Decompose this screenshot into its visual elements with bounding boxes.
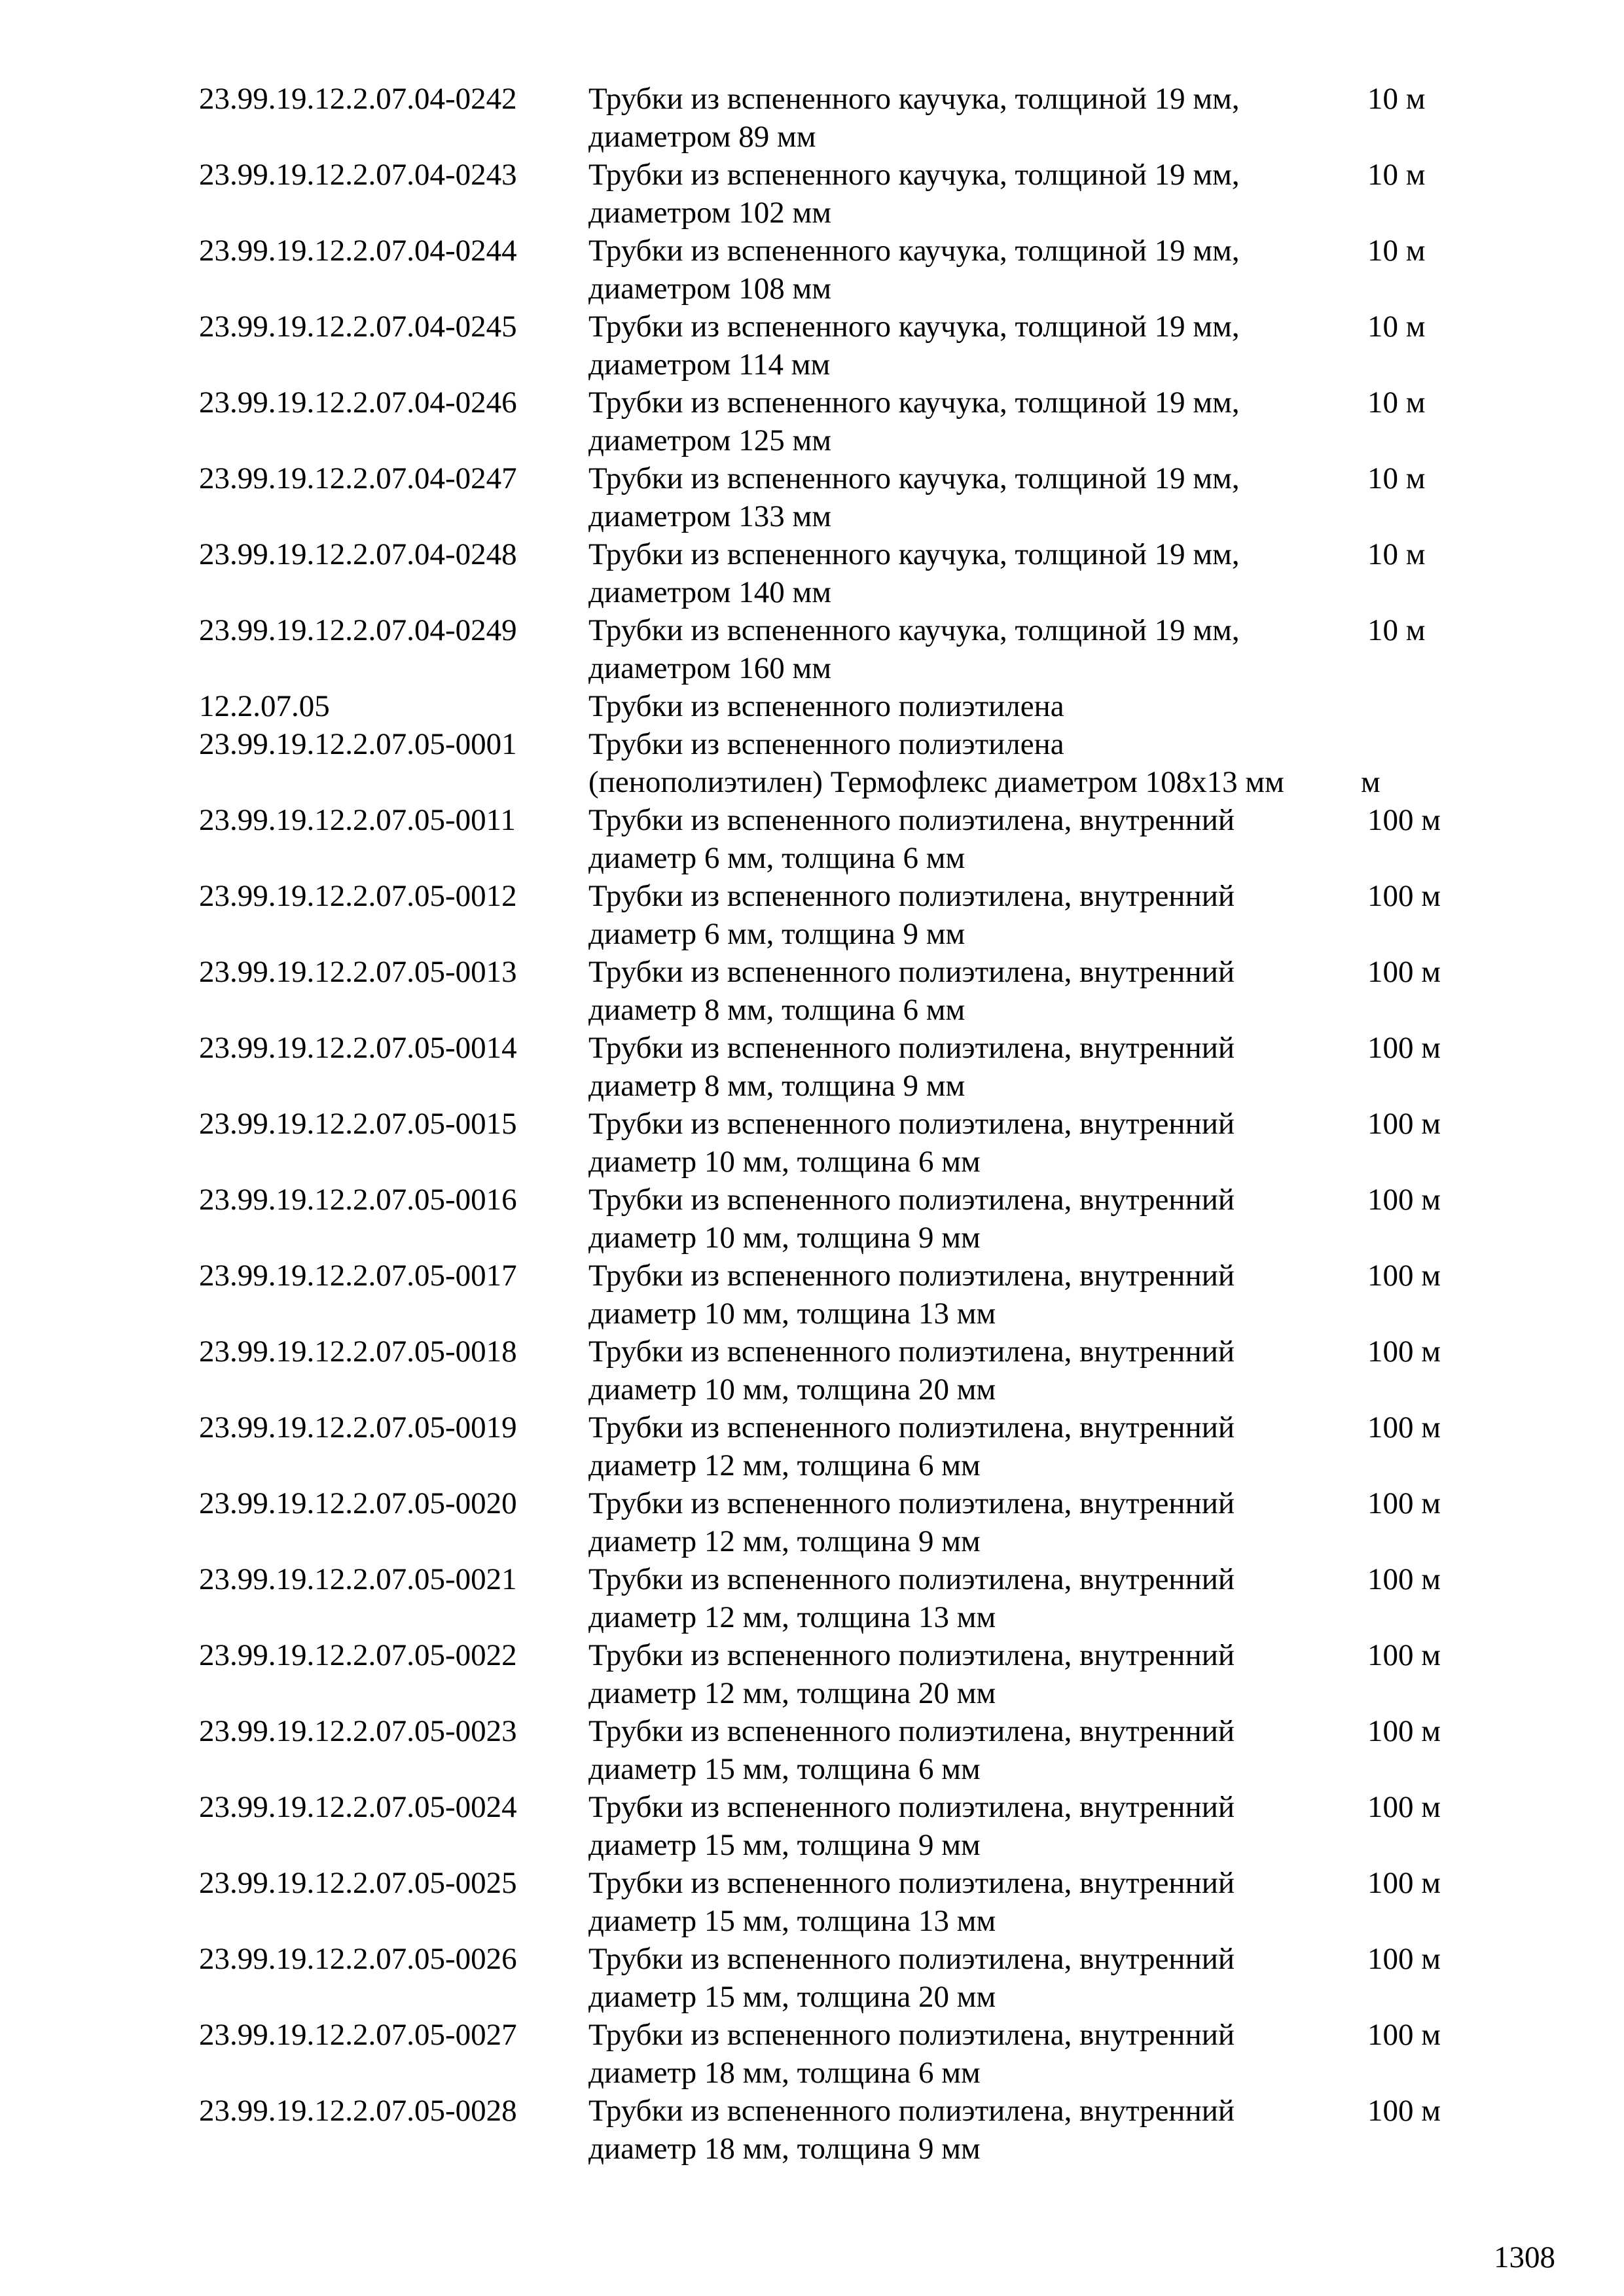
row-name [588, 1712, 1367, 1788]
row-name [588, 232, 1367, 308]
row-name-line-1: Трубки из вспененного полиэтилена, внутренний [588, 1486, 1235, 1520]
row-name-line-2: диаметром 140 мм [588, 575, 831, 609]
row-code: 23.99.19.12.2.07.05-0027 [199, 2018, 517, 2052]
row-unit: 100 м [1367, 1335, 1441, 1369]
row-name-line-1: Трубки из вспененного полиэтилена, внутренний [588, 1562, 1235, 1596]
row-name [588, 308, 1367, 384]
row-code: 23.99.19.12.2.07.05-0016 [199, 1183, 517, 1217]
row-name-line-1: Трубки из вспененного полиэтилена, внутренний [588, 1942, 1235, 1976]
row-name [588, 535, 1367, 611]
row-name-line-2: диаметр 8 мм, толщина 6 мм [588, 993, 965, 1027]
row-name [588, 1560, 1367, 1636]
row-unit: 100 м [1367, 1790, 1441, 1824]
table-row [199, 1181, 1508, 1257]
row-unit: 10 м [1367, 82, 1426, 116]
row-name-line-2: диаметром 160 мм [588, 651, 831, 685]
row-unit: 10 м [1367, 234, 1426, 268]
row-name-line-2: диаметр 6 мм, толщина 6 мм [588, 841, 965, 875]
row-unit: 100 м [1367, 1942, 1441, 1976]
row-unit: 100 м [1367, 1638, 1441, 1672]
row-name [588, 1636, 1367, 1712]
row-name-line-2: диаметр 18 мм, толщина 9 мм [588, 2132, 981, 2166]
row-name [588, 384, 1367, 459]
row-name-line-2: диаметр 15 мм, толщина 9 мм [588, 1828, 981, 1862]
row-name-line-1: Трубки из вспененного полиэтилена, внутренний [588, 803, 1235, 837]
row-unit: 100 м [1367, 955, 1441, 989]
row-unit: 100 м [1367, 1031, 1441, 1065]
row-name-line-2: диаметром 89 мм [588, 120, 816, 154]
row-name-line-1: Трубки из вспененного полиэтилена, внутренний [588, 1714, 1235, 1748]
row-code: 23.99.19.12.2.07.04-0242 [199, 82, 517, 116]
row-name-line-1: Трубки из вспененного полиэтилена, внутренний [588, 1259, 1235, 1293]
table-row [199, 80, 1508, 156]
row-name [588, 725, 1367, 801]
table-row [199, 1029, 1508, 1105]
table-row [199, 1484, 1508, 1560]
row-name-line-1: Трубки из вспененного полиэтилена, внутренний [588, 1183, 1235, 1217]
row-code: 23.99.19.12.2.07.04-0243 [199, 158, 517, 192]
row-code: 23.99.19.12.2.07.05-0015 [199, 1107, 517, 1141]
row-name [588, 1864, 1367, 1940]
row-unit: 10 м [1367, 158, 1426, 192]
table-row [199, 611, 1508, 687]
table-row [199, 384, 1508, 459]
row-code: 23.99.19.12.2.07.05-0014 [199, 1031, 517, 1065]
table-row [199, 1712, 1508, 1788]
row-unit: 100 м [1367, 1107, 1441, 1141]
row-name [588, 877, 1367, 953]
row-name [588, 1257, 1367, 1333]
row-name [588, 1105, 1367, 1181]
row-name-line-2: диаметр 15 мм, толщина 6 мм [588, 1752, 981, 1786]
row-name-line-1: Трубки из вспененного полиэтилена, внутренний [588, 955, 1235, 989]
table-row [199, 1788, 1508, 1864]
table-row [199, 2016, 1508, 2092]
table-row [199, 953, 1508, 1029]
table-row [199, 1940, 1508, 2016]
row-code: 23.99.19.12.2.07.05-0028 [199, 2094, 517, 2128]
row-name-line-1: Трубки из вспененного каучука, толщиной 19 мм, [588, 613, 1240, 647]
table-row [199, 2092, 1508, 2168]
row-name-line-2: диаметр 6 мм, толщина 9 мм [588, 917, 965, 951]
table-row [199, 725, 1508, 801]
row-name-line-2: диаметр 10 мм, толщина 20 мм [588, 1372, 996, 1407]
row-name [588, 953, 1367, 1029]
row-name-line-1: Трубки из вспененного каучука, толщиной 19 мм, [588, 461, 1240, 495]
row-name-line-2: диаметром 102 мм [588, 196, 831, 230]
row-name [588, 1484, 1367, 1560]
row-unit: м [1361, 765, 1380, 799]
row-name-line-2: диаметр 12 мм, толщина 13 мм [588, 1600, 996, 1634]
row-unit: 100 м [1367, 1562, 1441, 1596]
row-name-line-1: Трубки из вспененного полиэтилена, внутренний [588, 1410, 1235, 1444]
row-unit: 100 м [1367, 1866, 1441, 1900]
table-row [199, 1333, 1508, 1408]
table-row [199, 1560, 1508, 1636]
row-code: 23.99.19.12.2.07.05-0025 [199, 1866, 517, 1900]
row-unit: 100 м [1367, 1183, 1441, 1217]
row-name-line-2: диаметр 10 мм, толщина 13 мм [588, 1297, 996, 1331]
row-name [588, 1408, 1367, 1484]
table-row [199, 801, 1508, 877]
row-name-line-2: диаметр 10 мм, толщина 6 мм [588, 1145, 981, 1179]
row-code: 23.99.19.12.2.07.05-0026 [199, 1942, 517, 1976]
row-name [588, 2016, 1367, 2092]
row-code: 23.99.19.12.2.07.04-0248 [199, 537, 517, 571]
row-name-line-2: диаметр 12 мм, толщина 9 мм [588, 1524, 981, 1558]
row-name-line-2: диаметр 10 мм, толщина 9 мм [588, 1221, 981, 1255]
row-code: 23.99.19.12.2.07.05-0017 [199, 1259, 517, 1293]
row-unit: 100 м [1367, 1714, 1441, 1748]
row-name [588, 1029, 1367, 1105]
row-name [588, 80, 1367, 156]
row-code: 23.99.19.12.2.07.05-0021 [199, 1562, 517, 1596]
row-name-line-1: Трубки из вспененного полиэтилена, внутренний [588, 1866, 1235, 1900]
row-name [588, 156, 1367, 232]
table-row [199, 1105, 1508, 1181]
row-code: 23.99.19.12.2.07.05-0022 [199, 1638, 517, 1672]
table-row [199, 535, 1508, 611]
row-code: 23.99.19.12.2.07.05-0011 [199, 803, 516, 837]
row-name-line-1: Трубки из вспененного каучука, толщиной 19 мм, [588, 537, 1240, 571]
row-name [588, 1181, 1367, 1257]
row-name-line-1: Трубки из вспененного каучука, толщиной 19 мм, [588, 386, 1240, 420]
row-name-line-1: Трубки из вспененного каучука, толщиной 19 мм, [588, 310, 1240, 344]
row-name-line-2: диаметром 125 мм [588, 423, 831, 457]
row-name-line-1: Трубки из вспененного полиэтилена, внутренний [588, 1335, 1235, 1369]
row-name-line-1: Трубки из вспененного полиэтилена, внутренний [588, 1031, 1235, 1065]
row-code: 23.99.19.12.2.07.05-0018 [199, 1335, 517, 1369]
section-title [588, 687, 1367, 725]
row-unit: 100 м [1367, 803, 1441, 837]
row-name [588, 459, 1367, 535]
row-code: 23.99.19.12.2.07.04-0245 [199, 310, 517, 344]
row-name-line-1: Трубки из вспененного каучука, толщиной 19 мм, [588, 158, 1240, 192]
row-name-line-1: Трубки из вспененного полиэтилена, внутренний [588, 2094, 1235, 2128]
row-name-line-2: диаметр 15 мм, толщина 20 мм [588, 1980, 996, 2014]
section-heading-row [199, 687, 1508, 725]
row-name-line-2: диаметр 15 мм, толщина 13 мм [588, 1904, 996, 1938]
row-name-line-1: Трубки из вспененного полиэтилена, внутренний [588, 1790, 1235, 1824]
row-unit: 100 м [1367, 879, 1441, 913]
row-name [588, 801, 1367, 877]
row-name-line-1: Трубки из вспененного полиэтилена, внутренний [588, 879, 1235, 913]
row-name [588, 2092, 1367, 2168]
row-name-line-1: Трубки из вспененного каучука, толщиной 19 мм, [588, 234, 1240, 268]
row-name-line-2: диаметром 114 мм [588, 348, 831, 382]
row-unit: 100 м [1367, 2018, 1441, 2052]
row-name-line-2: диаметром 108 мм [588, 272, 831, 306]
row-code: 23.99.19.12.2.07.04-0247 [199, 461, 517, 495]
row-code: 23.99.19.12.2.07.05-0012 [199, 879, 517, 913]
row-name-line-2: диаметр 12 мм, толщина 20 мм [588, 1676, 996, 1710]
row-name-line-1: Трубки из вспененного полиэтилена, внутренний [588, 2018, 1235, 2052]
row-name-line-2: диаметр 8 мм, толщина 9 мм [588, 1069, 965, 1103]
row-code: 23.99.19.12.2.07.05-0013 [199, 955, 517, 989]
table-row [199, 459, 1508, 535]
row-code: 23.99.19.12.2.07.04-0249 [199, 613, 517, 647]
row-code: 23.99.19.12.2.07.05-0024 [199, 1790, 517, 1824]
row-name-line-2: диаметр 12 мм, толщина 6 мм [588, 1448, 981, 1482]
row-name-line-2: диаметром 133 мм [588, 499, 831, 533]
row-name-line-1: Трубки из вспененного каучука, толщиной 19 мм, [588, 82, 1240, 116]
row-code: 23.99.19.12.2.07.05-0023 [199, 1714, 517, 1748]
row-name [588, 1333, 1367, 1408]
row-unit: 100 м [1367, 1486, 1441, 1520]
row-unit: 10 м [1367, 461, 1426, 495]
row-name-line-1: Трубки из вспененного полиэтилена, внутренний [588, 1638, 1235, 1672]
table-row [199, 1636, 1508, 1712]
row-code: 23.99.19.12.2.07.04-0246 [199, 386, 517, 420]
table-row [199, 1257, 1508, 1333]
section-title-line: Трубки из вспененного полиэтилена [588, 689, 1064, 723]
catalog-table [199, 80, 1508, 2168]
row-name [588, 1940, 1367, 2016]
table-row [199, 1408, 1508, 1484]
row-name-line-2: (пенополиэтилен) Термофлекс диаметром 108х13 мм [588, 765, 1284, 799]
row-unit: 100 м [1367, 1410, 1441, 1444]
table-row [199, 1864, 1508, 1940]
table-row [199, 308, 1508, 384]
row-unit: 10 м [1367, 310, 1426, 344]
row-code: 23.99.19.12.2.07.05-0019 [199, 1410, 517, 1444]
table-row [199, 232, 1508, 308]
section-code: 12.2.07.05 [199, 689, 330, 723]
row-name-line-1: Трубки из вспененного полиэтилена, внутренний [588, 1107, 1235, 1141]
table-row [199, 156, 1508, 232]
row-unit: 100 м [1367, 1259, 1441, 1293]
row-unit: 100 м [1367, 2094, 1441, 2128]
page-number: 1308 [1494, 2240, 1555, 2274]
row-name [588, 611, 1367, 687]
row-code: 23.99.19.12.2.07.04-0244 [199, 234, 517, 268]
row-code: 23.99.19.12.2.07.05-0020 [199, 1486, 517, 1520]
row-unit: 10 м [1367, 537, 1426, 571]
row-code: 23.99.19.12.2.07.05-0001 [199, 727, 517, 761]
table-row [199, 877, 1508, 953]
row-unit: 10 м [1367, 613, 1426, 647]
row-name [588, 1788, 1367, 1864]
row-name-line-1: Трубки из вспененного полиэтилена [588, 727, 1064, 761]
row-unit: 10 м [1367, 386, 1426, 420]
row-name-line-2: диаметр 18 мм, толщина 6 мм [588, 2056, 981, 2090]
